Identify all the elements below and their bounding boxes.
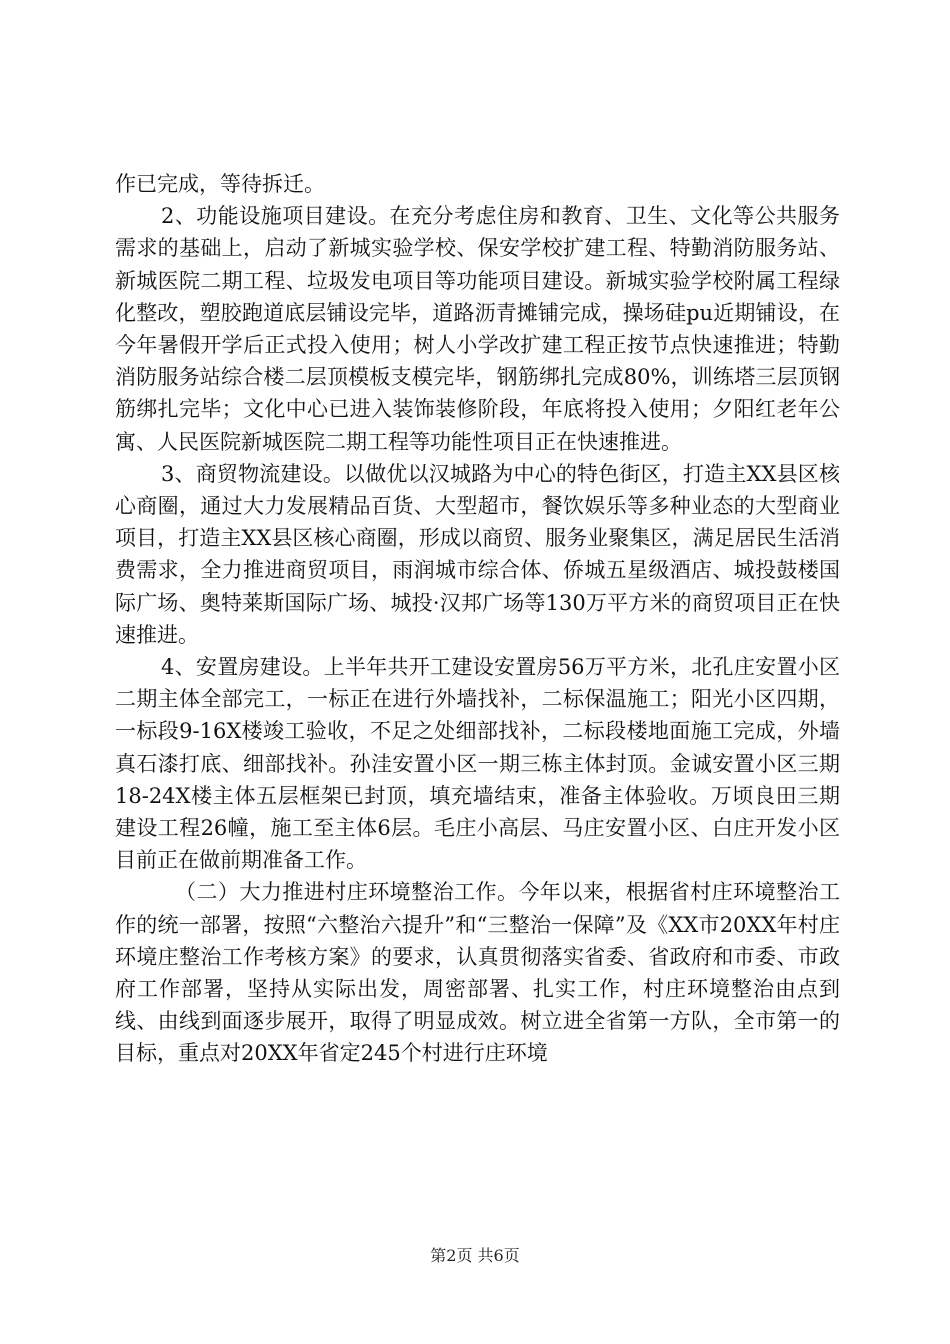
paragraph-continuation: 作已完成，等待拆迁。 [115, 172, 325, 196]
paragraph-commerce-logistics: 3、商贸物流建设。以做优以汉城路为中心的特色街区，打造主XX县区核心商圈，通过大力发展精品百货、大型超市，餐饮娱乐等多种业态的大型商业项目，打造主XX县区核心商圈，形成以商贸、服务业聚集区，满足居民生活消费需求，全力推进商贸项目，雨润城市综合体、侨城五星级酒店、城投鼓楼国际广场、奥特莱斯国际广场、城投·汉邦广场等130万平方米的商贸项目正在快速推进。 [115, 461, 840, 647]
paragraph-resettlement-housing: 4、安置房建设。上半年共开工建设安置房56万平方米，北孔庄安置小区二期主体全部完工，一标正在进行外墙找补，二标保温施工；阳光小区四期，一标段9-16X楼竣工验收，不足之处细部找补，二标段楼地面施工完成，外墙真石漆打底、细部找补。孙洼安置小区一期三栋主体封顶。金诚安置小区三期18-24X楼主体五层框架已封顶，填充墙结束，准备主体验收。万顷良田三期建设工程26幢，施工至主体6层。毛庄小高层、马庄安置小区、白庄开发小区目前正在做前期准备工作。 [115, 655, 840, 873]
paragraph-functional-facilities: 2、功能设施项目建设。在充分考虑住房和教育、卫生、文化等公共服务需求的基础上，启动了新城实验学校、保安学校扩建工程、特勤消防服务站、新城医院二期工程、垃圾发电项目等功能项目建设。新城实验学校附属工程绿化整改，塑胶跑道底层铺设完毕，道路沥青摊铺完成，操场硅pu近期铺设，在今年暑假开学后正式投入使用；树人小学改扩建工程正按节点快速推进；特勤消防服务站综合楼二层顶模板支模完毕，钢筋绑扎完成80%，训练塔三层顶钢筋绑扎完毕；文化中心已进入装饰装修阶段，年底将投入使用；夕阳红老年公寓、人民医院新城医院二期工程等功能性项目正在快速推进。 [115, 204, 840, 454]
document-body [115, 168, 840, 1070]
paragraph-village-environment: （二）大力推进村庄环境整治工作。今年以来，根据省村庄环境整治工作的统一部署，按照“六整治六提升”和“三整治一保障”及《XX市20XX年村庄环境庄整治工作考核方案》的要求，认真贯彻落实省委、省政府和市委、市政府工作部署，坚持从实际出发，周密部署、扎实工作，村庄环境整治由点到线、由线到面逐步展开，取得了明显成效。树立进全省第一方队，全市第一的目标，重点对20XX年省定245个村进行庄环境 [115, 880, 840, 1066]
page-number-footer: 第2页 共6页 [430, 1246, 520, 1265]
